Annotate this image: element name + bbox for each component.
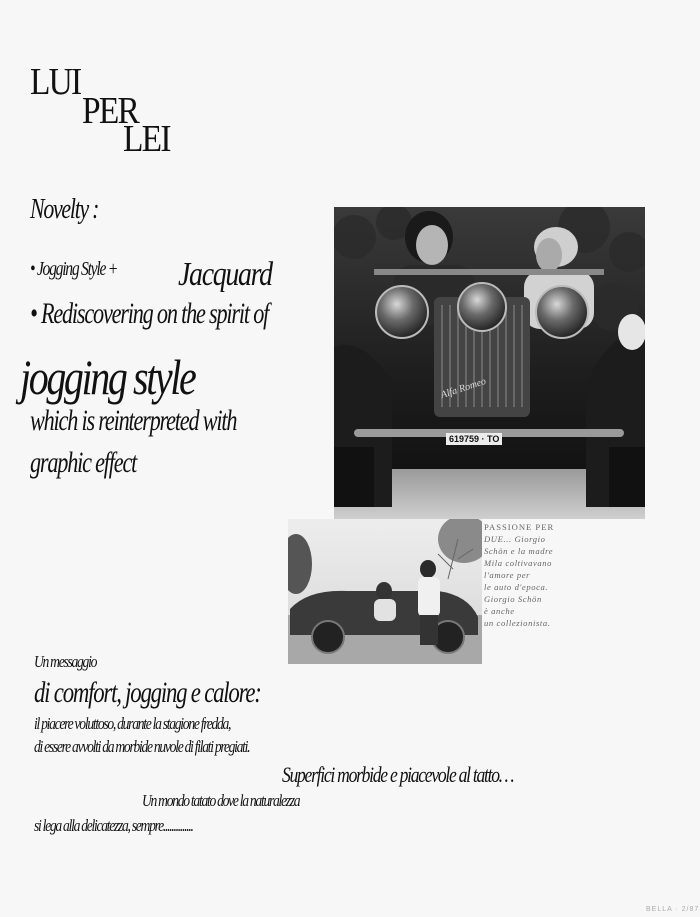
bullet-1-jacquard: Jacquard xyxy=(178,256,272,293)
message-headline: di comfort, jogging e calore: xyxy=(34,676,261,709)
caption-line: Giorgio Schön xyxy=(484,594,542,604)
page-folio: BELLA · 2/87 xyxy=(646,906,700,913)
logo-line-lui: LUI xyxy=(30,61,81,103)
caption-line: DUE... Giorgio xyxy=(484,534,546,544)
logo-line-lei: LEI xyxy=(123,118,170,160)
caption-line: PASSIONE PER xyxy=(484,522,555,532)
caption-line: Schön e la madre xyxy=(484,546,554,556)
novelty-line-2: graphic effect xyxy=(30,446,137,479)
bullet-1-text: • Jogging Style + xyxy=(30,258,118,280)
novelty-heading: Novelty : xyxy=(30,194,99,225)
message-body-2: di essere avvolti da morbide nuvole di filati pregiati. xyxy=(34,737,250,756)
novelty-bullet-2: • Rediscovering on the spirit of xyxy=(30,297,269,330)
convertible-field-photo-image xyxy=(288,519,482,664)
logo-line-per: PER xyxy=(82,90,139,132)
message-tagline: Superfici morbide e piacevole al tatto… xyxy=(282,762,514,787)
caption-line: è anche xyxy=(484,606,515,616)
novelty-line-1: which is reinterpreted with xyxy=(30,404,237,437)
caption-line: un collezionista. xyxy=(484,618,551,628)
message-body-1: il piacere voluttoso, durante la stagione fredda, xyxy=(34,714,231,733)
main-photo xyxy=(334,207,645,519)
caption-line: l'amore per xyxy=(484,570,531,580)
car-badge: Alfa Romeo xyxy=(439,376,488,401)
message-closing-2: si lega alla delicatezza, sempre.............. xyxy=(34,816,193,835)
novelty-bullet-1 xyxy=(30,258,142,281)
photo-caption xyxy=(484,521,554,629)
caption-line: le auto d'epoca. xyxy=(484,582,549,592)
message-closing-1: Un mondo tatato dove la naturalezza xyxy=(142,791,300,810)
caption-line: Mila coltivavano xyxy=(484,558,553,568)
small-photo xyxy=(288,519,482,664)
message-intro: Un messaggio xyxy=(34,652,97,671)
jogging-style-headline: jogging style xyxy=(20,349,195,405)
vintage-car-photo-image xyxy=(334,207,645,519)
license-plate: 619759 · TO xyxy=(446,433,502,445)
